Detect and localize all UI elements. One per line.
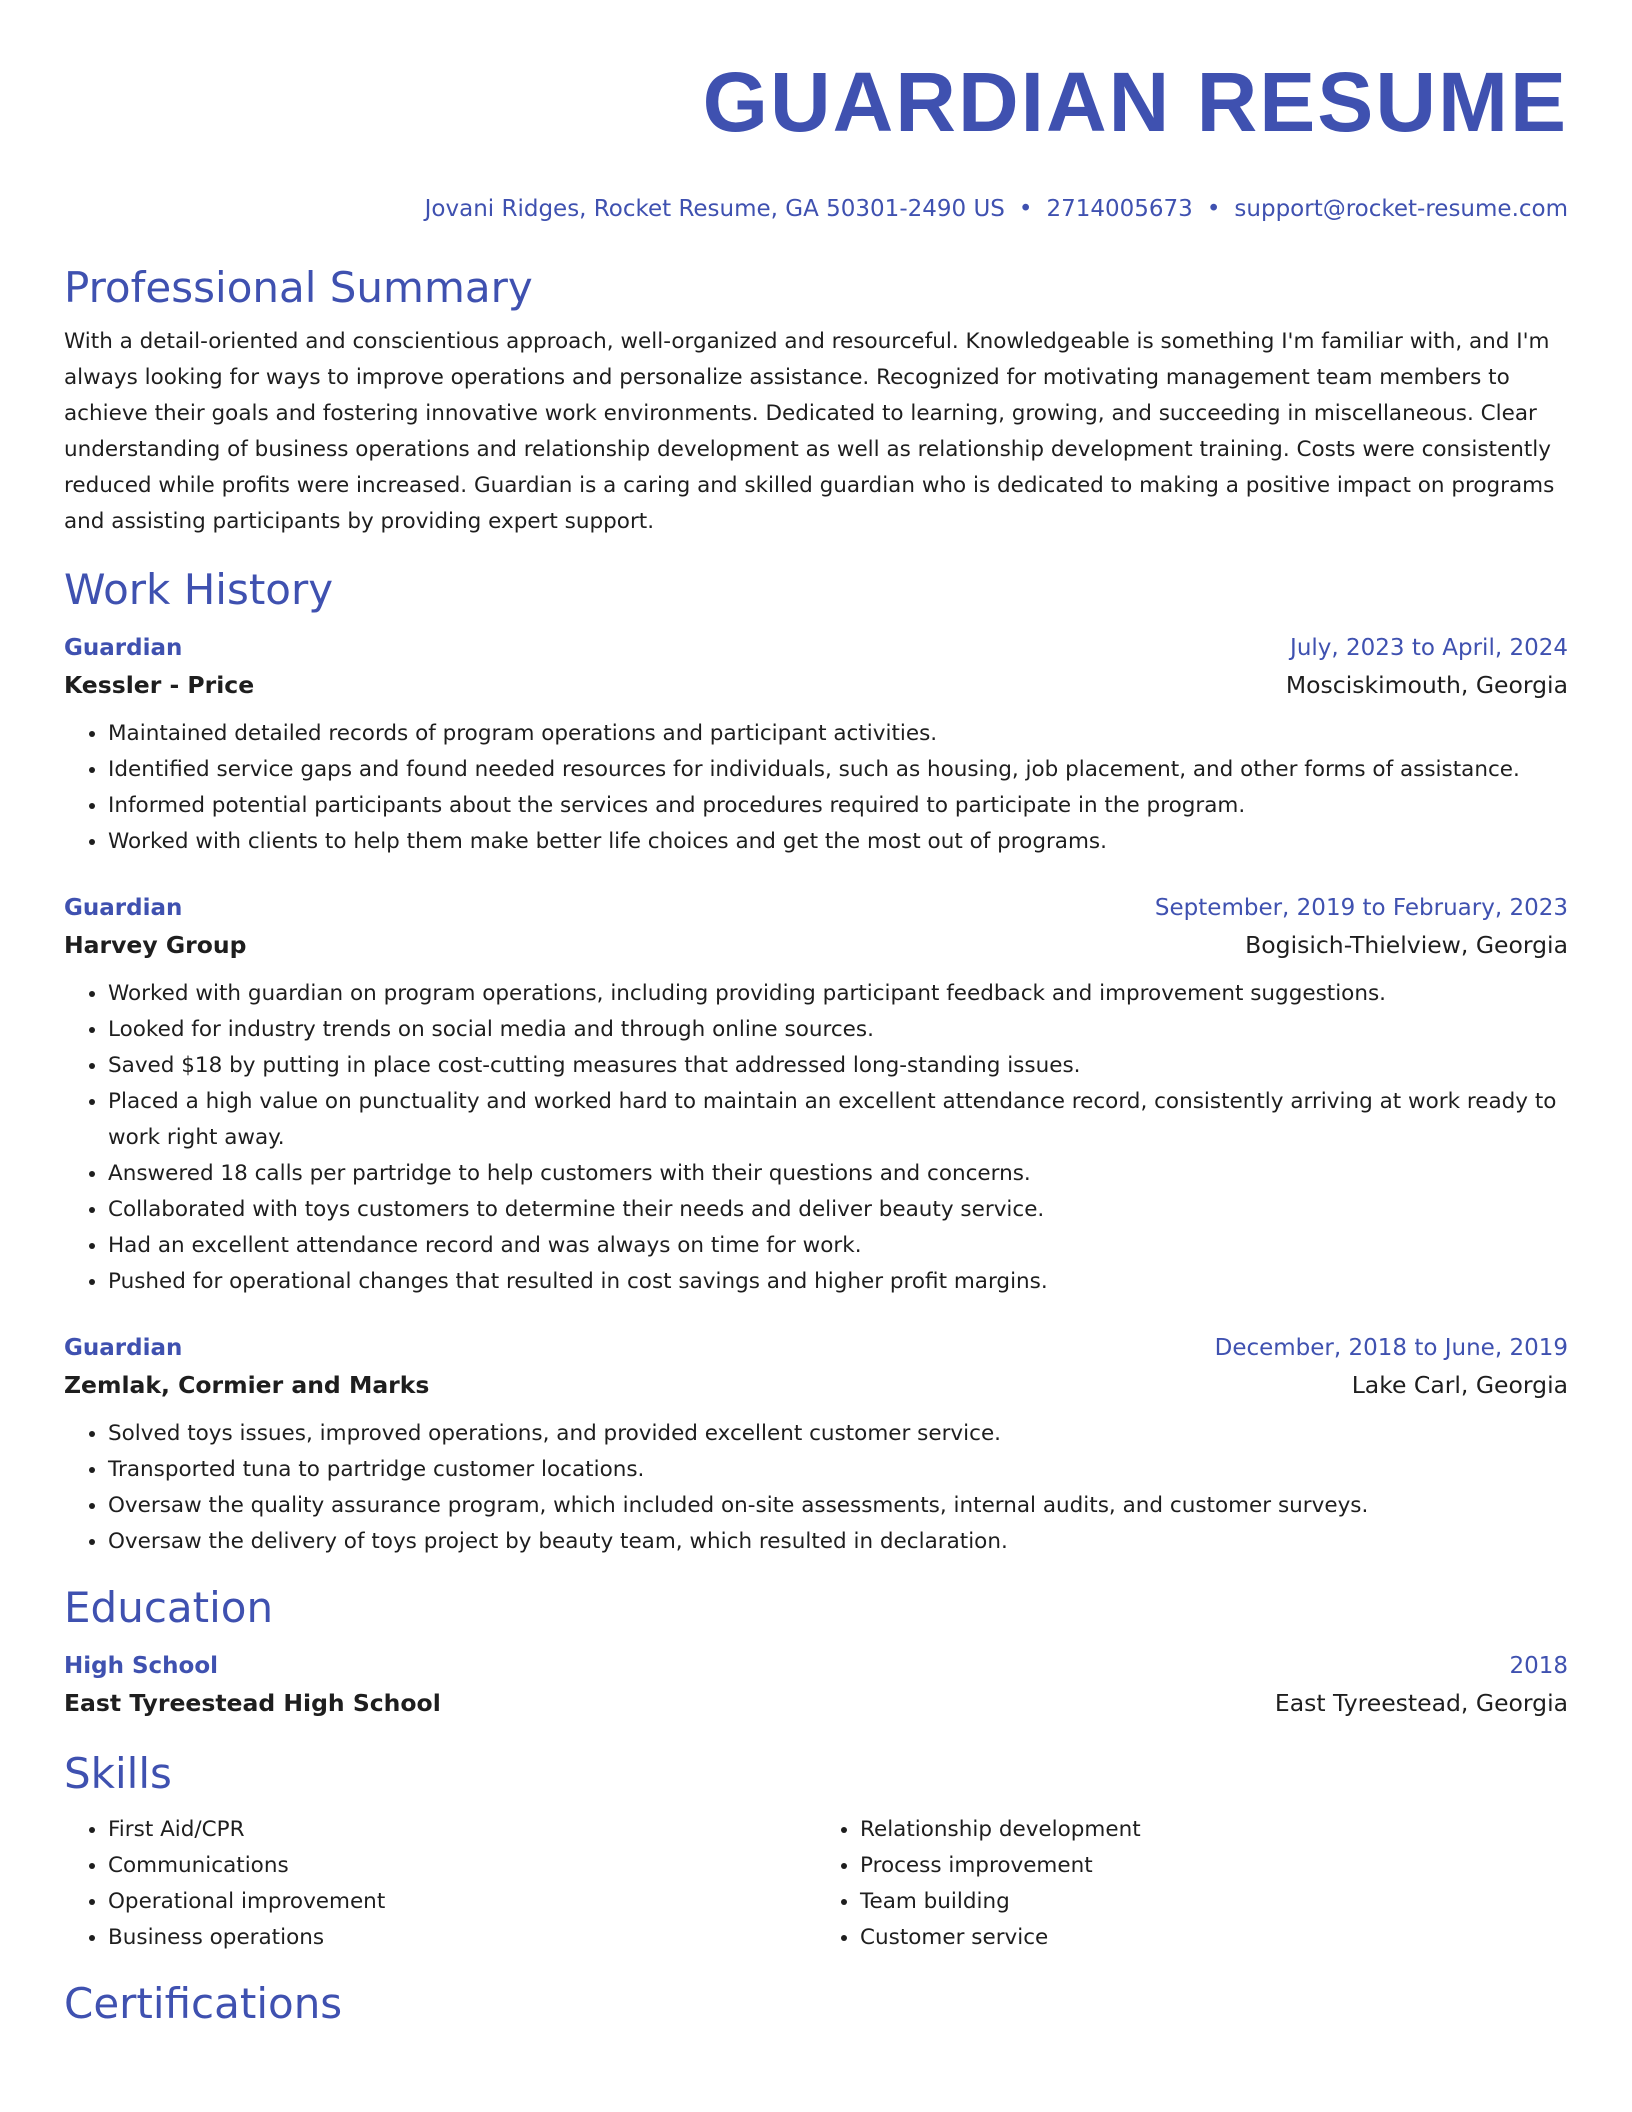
list-item: • Communications bbox=[108, 1848, 816, 1884]
list-item: • Transported tuna to partridge customer locations. bbox=[108, 1452, 1568, 1488]
summary-heading: Professional Summary bbox=[64, 263, 533, 312]
certifications-heading: Certifications bbox=[64, 1979, 343, 2028]
skills-section bbox=[64, 1748, 1568, 1956]
job-title-row bbox=[64, 1332, 1568, 1364]
job-bullets bbox=[64, 1416, 1568, 1560]
list-item: • Identified service gaps and found needed resources for individuals, such as housing, job placement, and other forms of assistance. bbox=[108, 752, 1568, 788]
list-item: • Saved $18 by putting in place cost-cutting measures that addressed long-standing issues. bbox=[108, 1048, 1568, 1084]
contact-line bbox=[64, 194, 1568, 224]
list-item: • Placed a high value on punctuality and worked hard to maintain an excellent attendance record, consistently arriving at work ready to work right away. bbox=[108, 1084, 1568, 1156]
candidate-name: GUARDIAN RESUME bbox=[702, 55, 1568, 149]
list-item: • Had an excellent attendance record and was always on time for work. bbox=[108, 1228, 1568, 1264]
job-title: Guardian bbox=[64, 895, 183, 921]
job-bullets bbox=[64, 716, 1568, 860]
education-section bbox=[64, 1582, 1568, 1720]
education-year: 2018 bbox=[1509, 1653, 1568, 1679]
summary-text: With a detail-oriented and conscientious approach, well-organized and resourceful. Knowledgeable is something I'm familiar with, and I'm always looking for ways to improve operations and personalize assistance. Recognized for motivating management team members to achieve their goals and fostering innovative work environments. Dedicated to learning, growing, and succeeding in miscellaneous. Clear understanding of business operations and relationship development as well as relationship development training. Costs were consistently reduced while profits were increased. Guardian is a caring and skilled guardian who is dedicated to making a positive impact on programs and assisting participants by providing expert support. bbox=[64, 329, 1555, 534]
separator-dot: • bbox=[1206, 196, 1221, 222]
education-degree-row bbox=[64, 1650, 1568, 1682]
job-title: Guardian bbox=[64, 635, 183, 661]
list-item: • Relationship development bbox=[860, 1812, 1568, 1848]
certifications-section bbox=[64, 1978, 1568, 2030]
list-item: • Business operations bbox=[108, 1920, 816, 1956]
job-entry bbox=[64, 1332, 1568, 1560]
employer-row bbox=[64, 1368, 1568, 1402]
job-location: Mosciskimouth, Georgia bbox=[1285, 671, 1568, 699]
education-school-row bbox=[64, 1686, 1568, 1720]
work-history-heading: Work History bbox=[64, 565, 334, 614]
school-name: East Tyreestead High School bbox=[64, 1689, 441, 1717]
list-item: • First Aid/CPR bbox=[108, 1812, 816, 1848]
employer-name: Harvey Group bbox=[64, 931, 247, 959]
employer-name: Kessler - Price bbox=[64, 671, 255, 699]
list-item: • Worked with guardian on program operations, including providing participant feedback and improvement suggestions. bbox=[108, 976, 1568, 1012]
contact-email[interactable]: support@rocket-resume.com bbox=[1234, 196, 1568, 222]
contact-phone: 2714005673 bbox=[1046, 196, 1193, 222]
job-entry bbox=[64, 892, 1568, 1300]
list-item: • Informed potential participants about the services and procedures required to participate in the program. bbox=[108, 788, 1568, 824]
education-heading: Education bbox=[64, 1583, 274, 1632]
employer-name: Zemlak, Cormier and Marks bbox=[64, 1371, 430, 1399]
list-item: • Worked with clients to help them make better life choices and get the most out of programs. bbox=[108, 824, 1568, 860]
list-item: • Team building bbox=[860, 1884, 1568, 1920]
summary-section bbox=[64, 262, 1568, 540]
resume-header bbox=[64, 0, 1568, 224]
skills-column-left bbox=[64, 1812, 816, 1956]
skills-heading: Skills bbox=[64, 1749, 172, 1798]
job-title: Guardian bbox=[64, 1335, 183, 1361]
list-item: • Customer service bbox=[860, 1920, 1568, 1956]
work-history-section bbox=[64, 564, 1568, 1560]
job-title-row bbox=[64, 632, 1568, 664]
list-item: • Maintained detailed records of program operations and participant activities. bbox=[108, 716, 1568, 752]
list-item: • Looked for industry trends on social media and through online sources. bbox=[108, 1012, 1568, 1048]
job-entry bbox=[64, 632, 1568, 860]
separator-dot: • bbox=[1018, 196, 1033, 222]
education-degree: High School bbox=[64, 1653, 219, 1679]
job-title-row bbox=[64, 892, 1568, 924]
list-item: • Answered 18 calls per partridge to help customers with their questions and concerns. bbox=[108, 1156, 1568, 1192]
job-location: Bogisich-Thielview, Georgia bbox=[1245, 931, 1568, 959]
list-item: • Operational improvement bbox=[108, 1884, 816, 1920]
school-location: East Tyreestead, Georgia bbox=[1274, 1689, 1568, 1717]
list-item: • Solved toys issues, improved operations, and provided excellent customer service. bbox=[108, 1416, 1568, 1452]
job-dates: September, 2019 to February, 2023 bbox=[1154, 895, 1568, 921]
job-dates: July, 2023 to April, 2024 bbox=[1290, 635, 1568, 661]
job-location: Lake Carl, Georgia bbox=[1351, 1371, 1568, 1399]
skills-columns bbox=[64, 1812, 1568, 1956]
list-item: • Pushed for operational changes that resulted in cost savings and higher profit margins. bbox=[108, 1264, 1568, 1300]
job-dates: December, 2018 to June, 2019 bbox=[1214, 1335, 1568, 1361]
list-item: • Collaborated with toys customers to determine their needs and deliver beauty service. bbox=[108, 1192, 1568, 1228]
list-item: • Process improvement bbox=[860, 1848, 1568, 1884]
skills-column-right bbox=[816, 1812, 1568, 1956]
job-bullets bbox=[64, 976, 1568, 1300]
employer-row bbox=[64, 668, 1568, 702]
contact-address: Jovani Ridges, Rocket Resume, GA 50301-2490 US bbox=[424, 196, 1005, 222]
list-item: • Oversaw the delivery of toys project by beauty team, which resulted in declaration. bbox=[108, 1524, 1568, 1560]
employer-row bbox=[64, 928, 1568, 962]
list-item: • Oversaw the quality assurance program, which included on-site assessments, internal audits, and customer surveys. bbox=[108, 1488, 1568, 1524]
